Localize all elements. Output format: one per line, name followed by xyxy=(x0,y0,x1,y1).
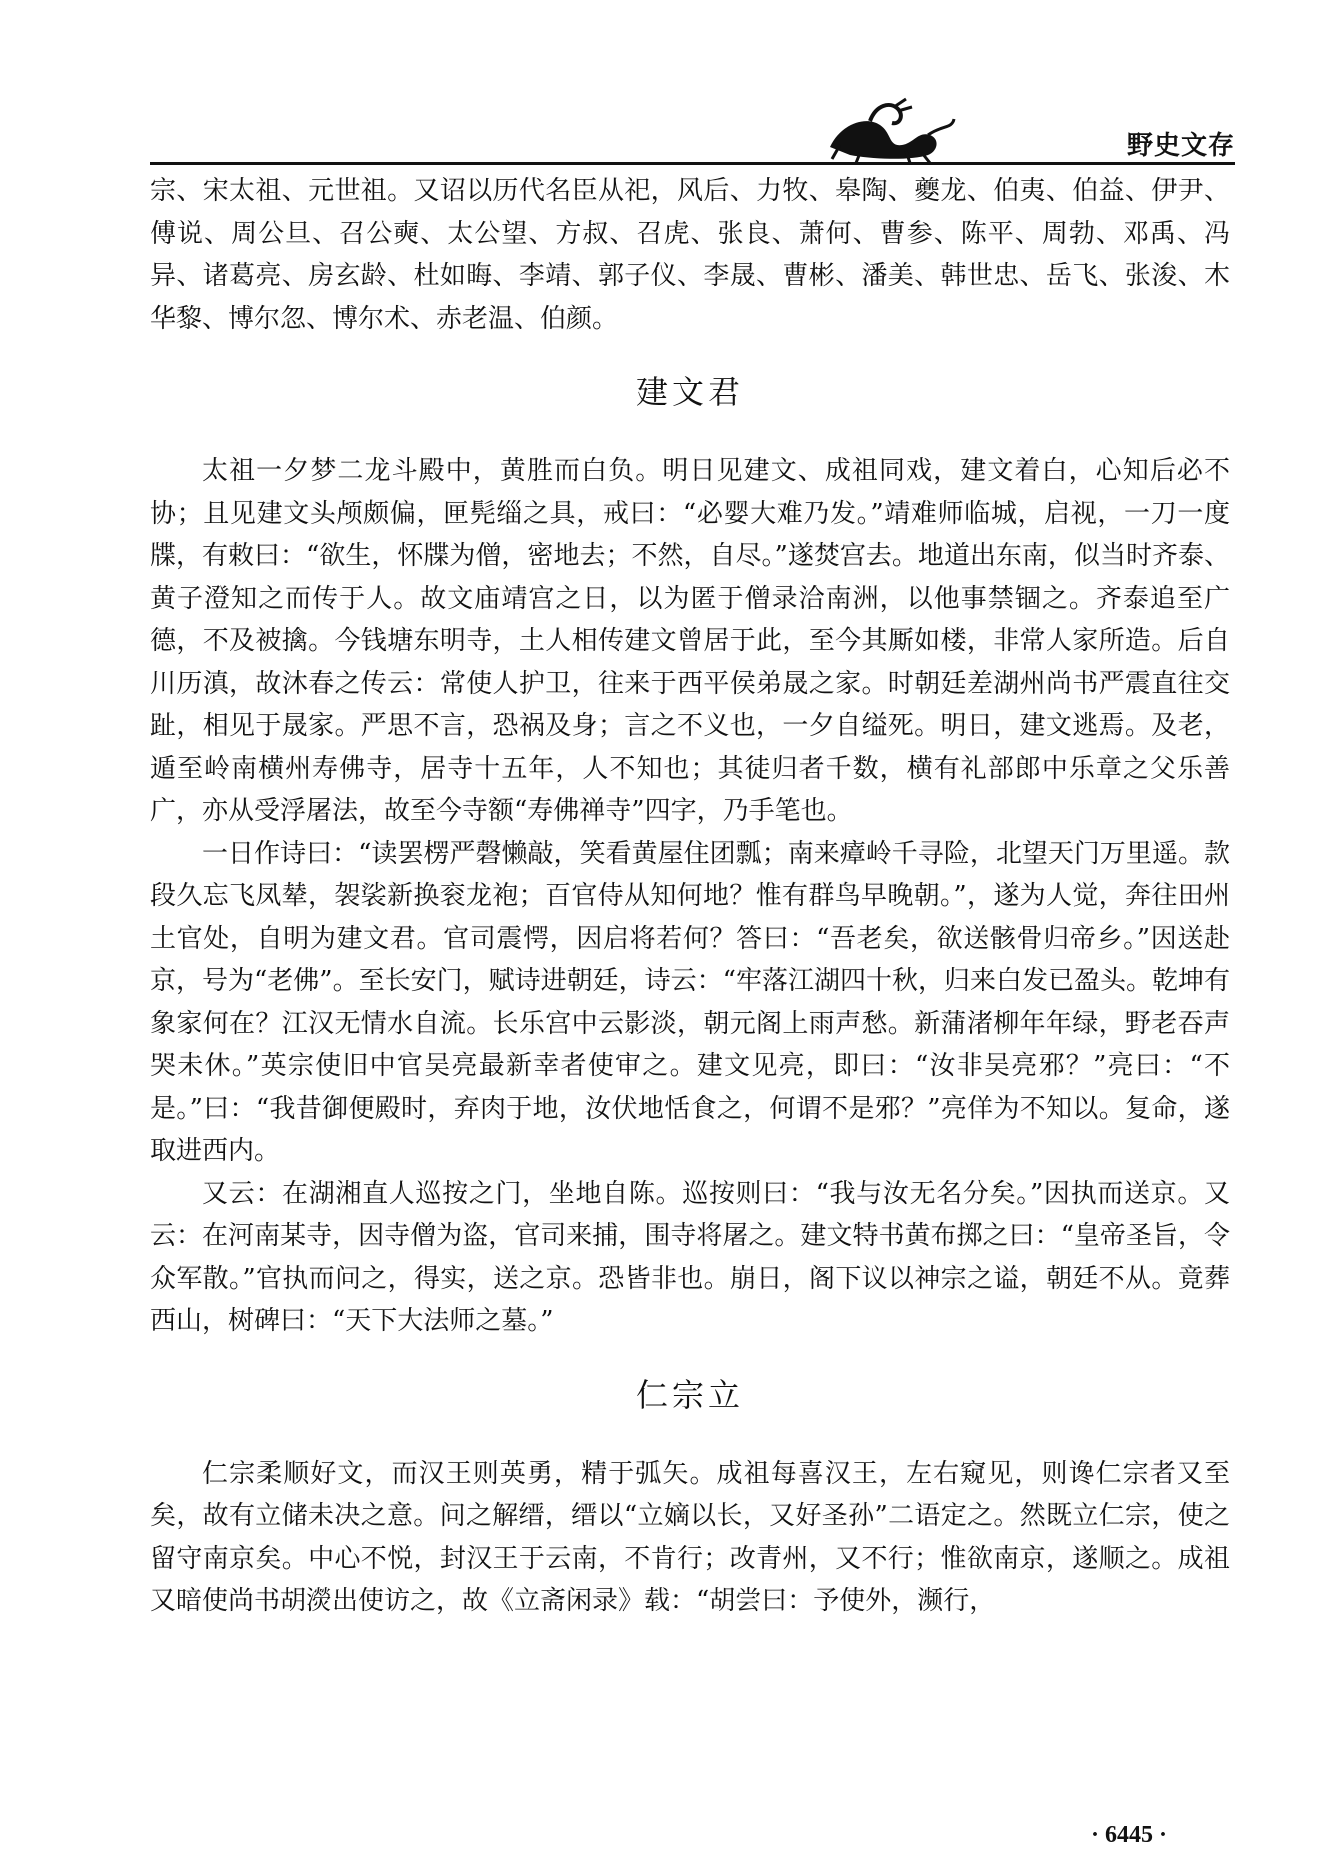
section-title-jianwenjun: 建文君 xyxy=(635,373,744,411)
page-body xyxy=(150,170,1230,1623)
page-header xyxy=(150,95,1235,165)
paragraph: 太祖一夕梦二龙斗殿中，黄胜而白负。明日见建文、成祖同戏，建文着白，心知后必不协；且见建文头颅颇偏，匣髡缁之具，戒曰：“必婴大难乃发。”靖难师临城，启视，一刀一度牒，有敕曰：“欲生，怀牒为僧，密地去；不然，自尽。”遂焚宫去。地道出东南，似当时齐泰、黄子澄知之而传于人。故文庙靖宫之日，以为匿于僧录洽南洲，以他事禁锢之。齐泰追至广德，不及被擒。今钱塘东明寺，土人相传建文曾居于此，至今其厮如楼，非常人家所造。后自川历滇，故沐春之传云：常使人护卫，往来于西平侯弟晟之家。时朝廷差湖州尚书严震直往交趾，相见于晟家。严思不言，恐祸及身；言之不义也，一夕自缢死。明日，建文逃焉。及老，遁至岭南横州寿佛寺，居寺十五年，人不知也；其徒归者千数，横有礼部郎中乐章之父乐善广，亦从受浮屠法，故至今寺额“寿佛禅寺”四字，乃手笔也。 xyxy=(150,456,1230,826)
dragon-emblem-icon xyxy=(810,95,960,165)
paragraph: 仁宗柔顺好文，而汉王则英勇，精于弧矢。成祖每喜汉王，左右窥见，则谗仁宗者又至矣，故有立储未决之意。问之解缙，缙以“立嫡以长，又好圣孙”二语定之。然既立仁宗，使之留守南京矣。中心不悦，封汉王于云南，不肯行；改青州，又不行；惟欲南京，遂顺之。成祖又暗使尚书胡濙出使访之，故《立斋闲录》载：“胡尝曰：予使外，濒行， xyxy=(150,1458,1230,1616)
paragraph: 又云：在湖湘直人巡按之门，坐地自陈。巡按则曰：“我与汝无名分矣。”因执而送京。又云：在河南某寺，因寺僧为盗，官司来捕，围寺将屠之。建文特书黄布掷之曰：“皇帝圣旨，令众军散。”官执而问之，得实，送之京。恐皆非也。崩日，阁下议以神宗之谥，朝廷不从。竟葬西山，树碑曰：“天下大法师之墓。” xyxy=(150,1178,1230,1336)
header-rule xyxy=(150,162,1235,165)
page-number: · 6445 · xyxy=(1090,1822,1167,1848)
paragraph: 一日作诗曰：“读罢楞严磬懒敲，笑看黄屋住团瓢；南来瘴岭千寻险，北望天门万里遥。款段久忘飞凤辇，袈裟新换衮龙袍；百官侍从知何地？惟有群鸟早晚朝。”，遂为人觉，奔往田州土官处，自明为建文君。官司震愕，因启将若何？答曰：“吾老矣，欲送骸骨归帝乡。”因送赴京，号为“老佛”。至长安门，赋诗进朝廷，诗云：“牢落江湖四十秋，归来白发已盈头。乾坤有象家何在？江汉无情水自流。长乐宫中云影淡，朝元阁上雨声愁。新蒲渚柳年年绿，野老吞声哭未休。”英宗使旧中官吴亮最新幸者使审之。建文见亮，即曰：“汝非吴亮邪？”亮曰：“不是。”曰：“我昔御便殿时，弃肉于地，汝伏地恬食之，何谓不是邪？”亮佯为不知以。复命，遂取进西内。 xyxy=(150,838,1230,1166)
section-title-renzongli: 仁宗立 xyxy=(635,1375,744,1414)
running-title: 野史文存 xyxy=(1126,131,1235,161)
opening-paragraph: 宗、宋太祖、元世祖。又诏以历代名臣从祀，风后、力牧、皋陶、夔龙、伯夷、伯益、伊尹、傅说、周公旦、召公奭、太公望、方叔、召虎、张良、萧何、曹参、陈平、周勃、邓禹、冯异、诸葛亮、房玄龄、杜如晦、李靖、郭子仪、李晟、曹彬、潘美、韩世忠、岳飞、张浚、木华黎、博尔忽、博尔术、赤老温、伯颜。 xyxy=(150,176,1230,334)
